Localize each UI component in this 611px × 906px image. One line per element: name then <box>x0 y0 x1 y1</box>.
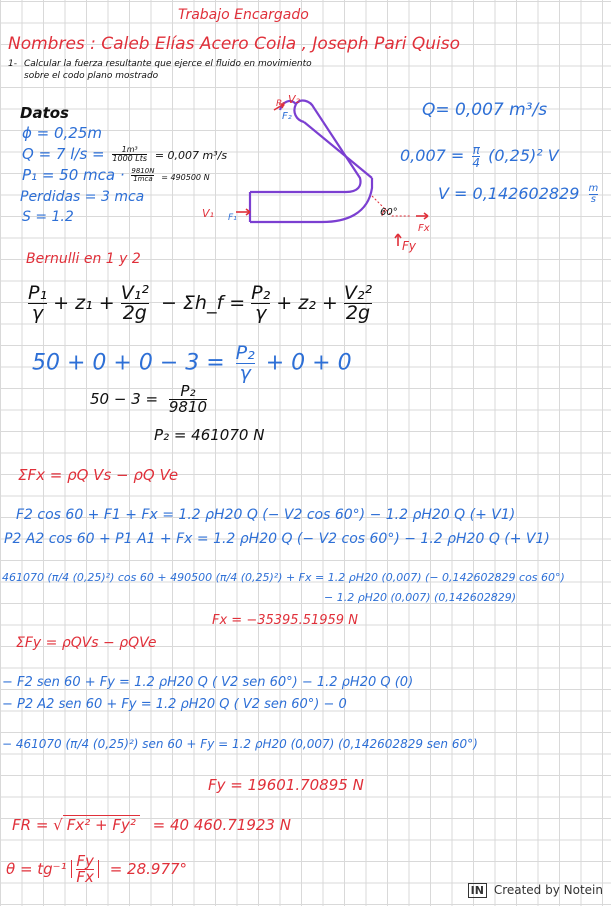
right-q: Q= 0,007 m³/s <box>422 100 548 120</box>
diagram-f2-label: F₂ <box>282 111 292 122</box>
pipe-inner-wall <box>250 101 360 192</box>
datos-title: Datos <box>20 104 69 122</box>
datos-q-label: Q = 7 l/s = <box>22 145 105 163</box>
problem-number: 1- <box>8 59 17 69</box>
problem-statement-1: Calcular la fuerza resultante que ejerce el fluido en movimiento <box>24 59 312 69</box>
right-velocity-result: V = 0,142602829 $\frac{m}{s}$ <box>438 183 599 205</box>
notein-watermark <box>468 883 603 898</box>
fy-equation-1: − F2 sen 60 + Fy = 1.2 ρH20 Q ( V2 sen 60°) − 1.2 ρH20 Q (0) <box>2 675 414 690</box>
fy-equation-3: − 461070 (π/4 (0,25)²) sen 60 + Fy = 1.2 ρH20 (0,007) (0,142602829 sen 60°) <box>2 737 478 751</box>
sum-fy: ΣFy = ρQVs − ρQVe <box>16 635 157 651</box>
bernoulli-title: Bernulli en 1 y 2 <box>26 251 141 267</box>
datos-p1: P₁ = 50 mca · $\frac{9810N}{\text{1mca}}$ = 490500 N <box>22 166 210 184</box>
diagram-v2-label: V₂ <box>288 93 300 106</box>
right-continuity-equation: 0,007 = $\frac{\pi}{4}$ (0,25)² V <box>400 143 559 170</box>
bernoulli-substitution: 50 + 0 + 0 − 3 = $\frac{\text{P₂}}{\gamma}$ + 0 + 0 <box>32 342 352 384</box>
diagram-angle-label: 60° <box>380 207 398 218</box>
datos-phi: ϕ = 0,25m <box>22 124 103 142</box>
fr-equation: FR = √ Fx² + Fy² = 40 460.71923 N <box>12 816 291 834</box>
diagram-f1-label: F₁ <box>228 213 237 223</box>
diagram-fy-label: Fy <box>402 239 417 253</box>
sum-fx: ΣFx = ρQ Vs − ρQ Ve <box>18 466 179 484</box>
datos-q-fraction: $\frac{\text{1m³}}{\text{1000 Lts}}$ <box>112 145 148 163</box>
watermark-text: Created by Notein <box>493 883 603 897</box>
theta-equation: θ = tg⁻¹ $\frac{Fy}{Fx}$ = 28.977° <box>6 852 188 886</box>
fy-equation-2: − P2 A2 sen 60 + Fy = 1.2 ρH20 Q ( V2 sen 60°) − 0 <box>2 697 347 712</box>
notein-logo-icon: IN <box>468 883 487 898</box>
fx-equation-3: 461070 (π/4 (0,25)²) cos 60 + 490500 (π/4 (0,25)²) + Fx = 1.2 ρH20 (0,007) (− 0,142602829 cos 60°) <box>2 571 565 584</box>
datos-s: S = 1.2 <box>22 209 74 225</box>
bernoulli-equation: $\frac{\text{P₁}}{\gamma}$ + z₁ + $\frac{\text{V₁²}}{2g}$ − Σh_f = $\frac{\text{P₂}}{\gamma}$ + z₂ + $\frac{\text{V₂²}}{2g}$ <box>28 282 373 324</box>
fx-equation-2: P2 A2 cos 60 + P1 A1 + Fx = 1.2 ρH20 Q (− V2 cos 60°) − 1.2 ρH20 Q (+ V1) <box>4 531 550 547</box>
diagram-v1-label: V₁ <box>202 207 214 220</box>
fy-result: Fy = 19601.70895 N <box>208 776 364 794</box>
pipe-bend-diagram <box>196 88 436 258</box>
diagram-p2-label: P₂ <box>276 99 286 109</box>
pipe-outer-wall <box>250 178 372 222</box>
datos-p1-fraction: $\frac{9810N}{\text{1mca}}$ <box>131 167 155 183</box>
datos-perdidas: Perdidas = 3 mca <box>20 189 145 205</box>
datos-q: Q = 7 l/s = $\frac{\text{1m³}}{\text{1000 Lts}}$ = 0,007 m³/s <box>22 145 228 163</box>
bernoulli-simplify: 50 − 3 = $\frac{\text{P₂}}{9810}$ <box>90 382 208 416</box>
diagram-fx-label: Fx <box>418 223 430 234</box>
authors-line: Nombres : Caleb Elías Acero Coila , Joseph Pari Quiso <box>8 34 461 54</box>
fx-result: Fx = −35395.51959 N <box>212 613 358 628</box>
page-title: Trabajo Encargado <box>178 7 309 23</box>
fx-equation-3b: − 1.2 ρH20 (0,007) (0,142602829) <box>324 591 517 604</box>
problem-statement-2: sobre el codo plano mostrado <box>24 71 159 81</box>
fx-equation-1: F2 cos 60 + F1 + Fx = 1.2 ρH20 Q (− V2 cos 60°) − 1.2 ρH20 Q (+ V1) <box>16 507 516 523</box>
p2-result: P₂ = 461070 N <box>154 426 265 444</box>
